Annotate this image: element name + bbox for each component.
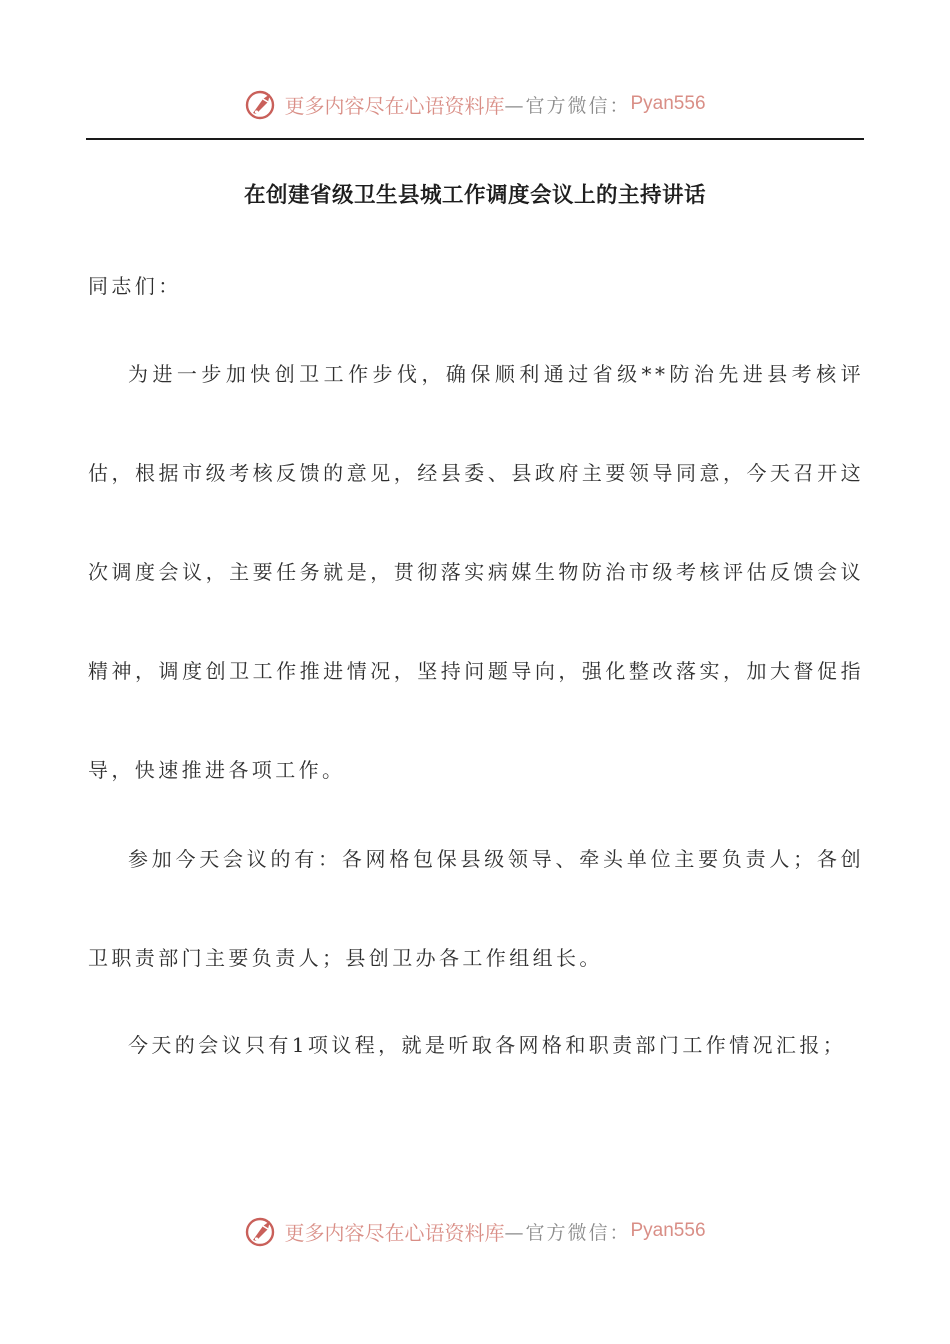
footer-brand-text: 更多内容尽在心语资料库: [284, 1220, 505, 1245]
footer-wechat-id: Pyan556: [630, 1220, 706, 1241]
paragraph-1: 为进一步加快创卫工作步伐，确保顺利通过省级**防治先进县考核评估，根据市级考核反馈的意见，经县委、县政府主要领导同意，今天召开这次调度会议，主要任务就是，贯彻落实病媒生物防治市级考核评估反馈会议精神，调度创卫工作推进情况，坚持问题导向，强化整改落实，加大督促指导，快速推进各项工作。: [88, 362, 864, 782]
footer-banner: [0, 1211, 950, 1251]
header-divider: [86, 138, 864, 140]
paragraph-2: 参加今天会议的有：各网格包保县级领导、牵头单位主要负责人；各创卫职责部门主要负责人；县创卫办各工作组组长。: [88, 847, 864, 970]
banner-wechat-id: Pyan556: [630, 93, 706, 114]
pen-nib-circle-icon: [244, 86, 280, 122]
pen-nib-circle-icon: [244, 1213, 280, 1249]
salutation: 同志们：: [88, 274, 182, 298]
document-title: 在创建省级卫生县城工作调度会议上的主持讲话: [243, 183, 706, 208]
footer-wechat-label: —官方微信：: [504, 1221, 631, 1244]
banner-wechat-label: —官方微信：: [504, 94, 631, 117]
header-banner: [0, 84, 950, 124]
banner-brand-text: 更多内容尽在心语资料库: [284, 93, 505, 118]
paragraph-3: 今天的会议只有1项议程，就是听取各网格和职责部门工作情况汇报；: [128, 1033, 847, 1057]
